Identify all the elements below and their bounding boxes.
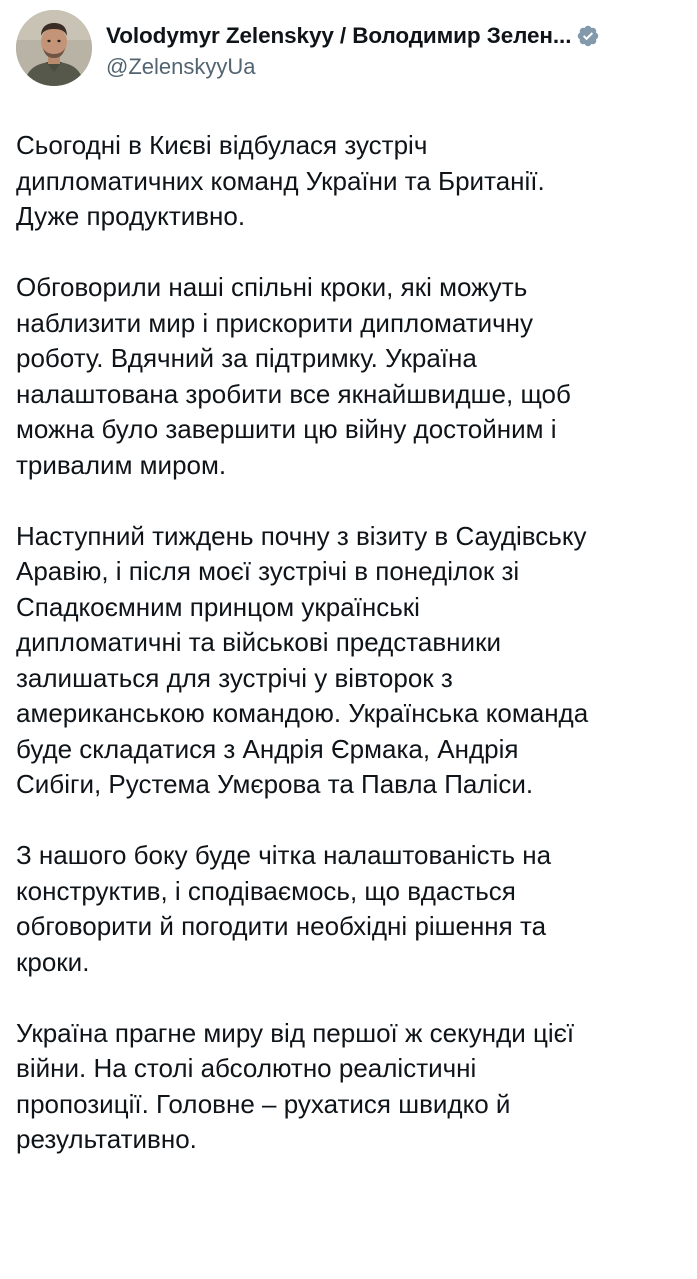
post-paragraph-4: З нашого боку буде чітка налаштованість на конструктив, і сподіваємось, що вдасться обговорити й погодити необхідні рішення та кроки. [16,840,552,977]
author-handle[interactable]: @ZelenskyyUa [106,54,256,79]
display-name-row [106,20,686,52]
post-paragraph-1: Сьогодні в Києві відбулася зустріч дипломатичних команд України та Британії. Дуже продуктивно. [16,130,545,231]
avatar-image [16,10,92,86]
author-names [106,20,686,82]
verified-badge-icon[interactable] [576,24,600,48]
post-paragraph-5: Україна прагне миру від першої ж секунди цієї війни. На столі абсолютно реалістичні пропозиції. Головне – рухатися швидко й результативно. [16,1017,575,1154]
post-header [16,10,681,90]
avatar[interactable] [16,10,92,86]
post-text [16,128,691,1193]
display-name[interactable]: Volodymyr Zelenskyy / Володимир Зелен... [106,23,572,48]
post-paragraph-3: Наступний тиждень почну з візиту в Саудівську Аравію, і після моєї зустрічі в понеділок зі Спадкоємним принцом українські дипломатичні та військові представники залишаться для зустрічі у вівторок з американською командою. Українська команда буде складатися з Андрія Єрмака, Андрія Сибіги, Рустема Умєрова та Павла Паліси. [16,520,589,799]
post-paragraph-2: Обговорили наші спільні кроки, які можуть наблизити мир і прискорити дипломатичну роботу. Вдячний за підтримку. Україна налаштована зробити все якнайшвидше, щоб можна було завершити цю війну достойним і тривалим миром. [16,272,571,480]
